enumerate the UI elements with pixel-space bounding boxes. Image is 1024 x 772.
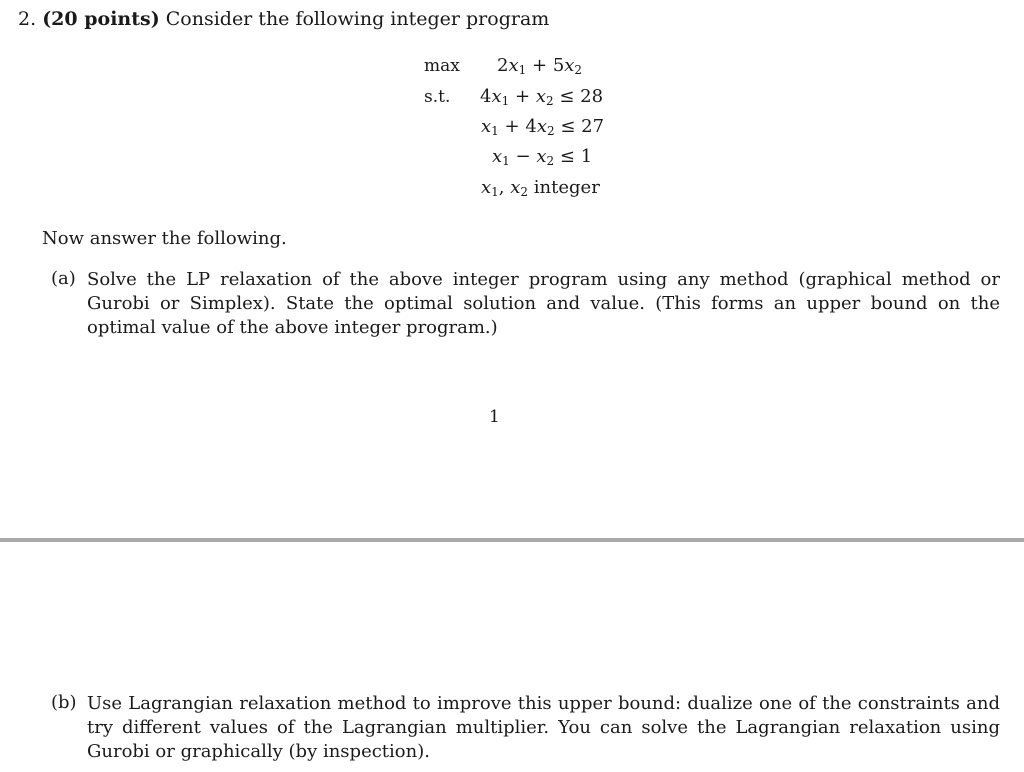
problem-number: 2. xyxy=(18,8,37,30)
max-label: max xyxy=(424,56,460,76)
problem-points: (20 points) xyxy=(42,8,160,30)
part-a-text: Solve the LP relaxation of the above integer program using any method (graphical method or Gurobi or Simplex). State the optimal solution and value. (This forms an upper bound on the optimal value of the above integer program.) xyxy=(87,269,1000,338)
st-label: s.t. xyxy=(424,87,451,107)
constraint-1: $4x_1 + x_2 \le 28$ xyxy=(480,86,604,108)
problem-intro: Consider the following integer program xyxy=(165,8,550,30)
part-a-label: (a) xyxy=(51,268,76,289)
page-2 xyxy=(0,542,1024,772)
problem-header xyxy=(18,8,549,30)
now-answer-text: Now answer the following. xyxy=(42,228,287,249)
part-b-label: (b) xyxy=(51,692,77,713)
page-number: 1 xyxy=(489,407,500,427)
integrality-constraint: $x_1$, $x_2$ integer xyxy=(481,177,600,199)
constraint-2: $x_1 + 4x_2 \le 27$ xyxy=(481,116,605,138)
part-b-text: Use Lagrangian relaxation method to improve this upper bound: dualize one of the constraints and try different values of the Lagrangian multiplier. You can solve the Lagrangian relaxation using Gurobi or graphically (by inspection). xyxy=(87,693,1000,762)
objective-function: $2x_1 + 5x_2$ xyxy=(497,55,583,77)
constraint-3: $x_1 - x_2 \le 1$ xyxy=(492,146,593,168)
